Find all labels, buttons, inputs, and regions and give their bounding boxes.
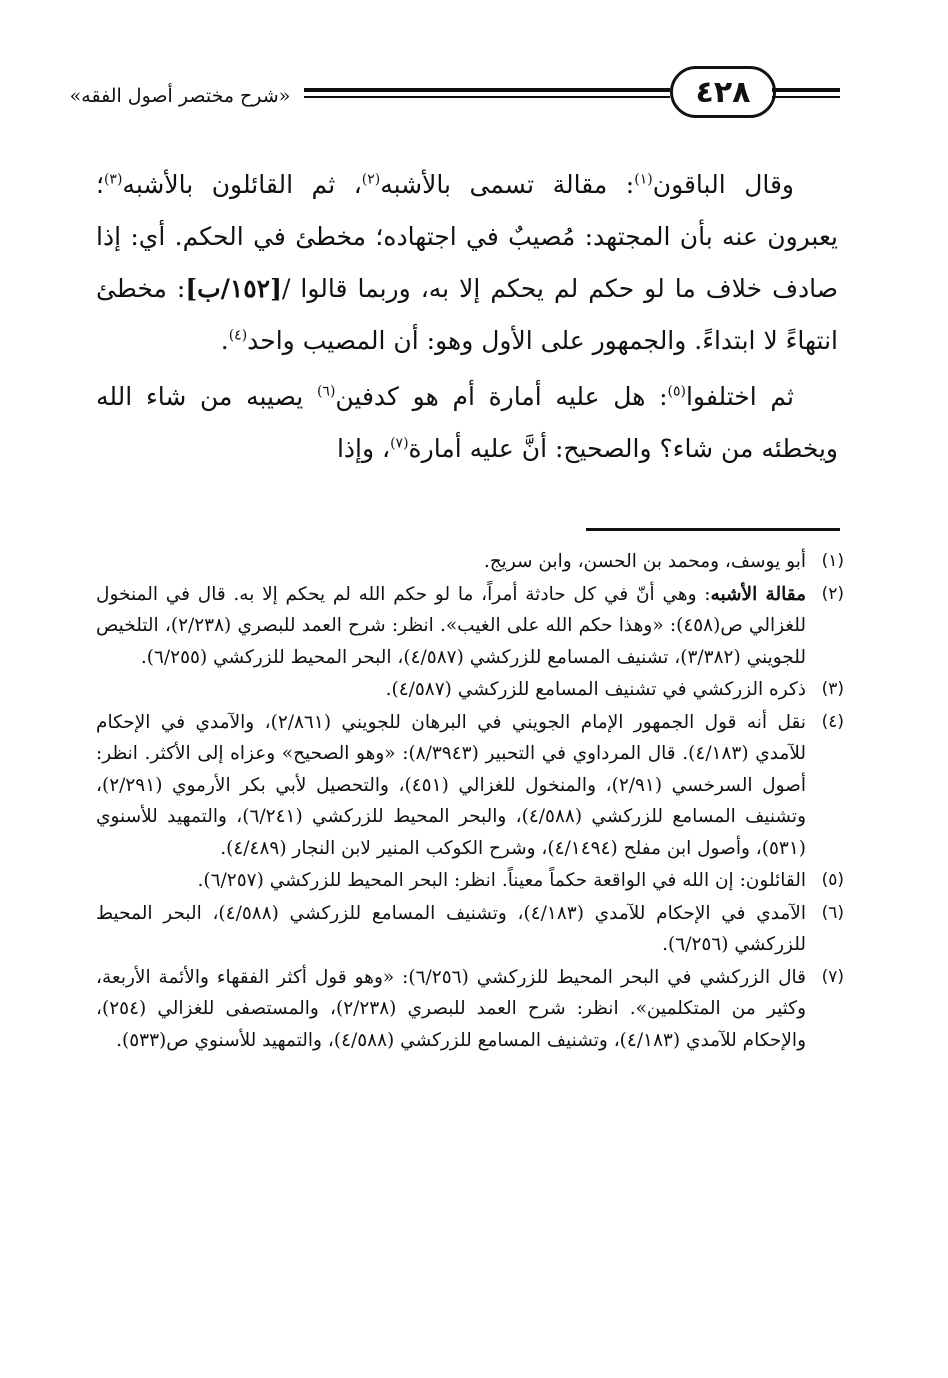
footnote-ref: (٤) bbox=[228, 327, 248, 344]
footnote-text: الآمدي في الإحكام للآمدي (٤/١٨٣)، وتشنيف المسامع للزركشي (٤/٥٨٨)، البحر المحيط للزركشي (٦/٢٥٦). bbox=[96, 902, 807, 955]
footnote-number: (٢) bbox=[821, 583, 844, 604]
footnote-text: أبو يوسف، ومحمد بن الحسن، وابن سريج. bbox=[483, 551, 806, 572]
footnote-1 bbox=[96, 546, 844, 578]
footnote-body: : وهي أنّ في كل حادثة أمراً، ما لو حكم الله لم يحكم إلا به. قال في المنخول للغزالي ص(٤٥٨): «وهذا حكم الله على الغيب». انظر: شرح العمد للبصري (٢/٢٣٨)، التلخيص للجويني (٣/٣٨٢)، تشنيف المسامع للزركشي (٤/٥٨٧)، البحر المحيط للزركشي (٦/٢٥٥). bbox=[96, 583, 806, 668]
footnote-number: (٥) bbox=[821, 870, 844, 890]
footnote-number: (٣) bbox=[821, 679, 844, 699]
footnote-text: ذكره الزركشي في تشنيف المسامع للزركشي (٤/٥٨٧). bbox=[385, 679, 806, 700]
footnote-7 bbox=[96, 962, 844, 1057]
text-run: ، ثم القائلون بالأشبه bbox=[122, 170, 362, 199]
footnote-number: (١) bbox=[821, 551, 844, 571]
header-rule-left bbox=[304, 88, 670, 92]
header-rule-right bbox=[772, 88, 840, 92]
text-run: : مخطئ انتهاءً لا ابتداءً. والجمهور على الأول وهو: أن المصيب واحد bbox=[96, 274, 838, 355]
text-run: . bbox=[220, 326, 229, 355]
text-run: : مقالة تسمى بالأشبه bbox=[380, 170, 635, 199]
footnote-ref: (٣) bbox=[103, 171, 123, 188]
text-run: يصيبه من شاء الله ويخطئه من شاء؟ والصحيح: أنَّ عليه أمارة bbox=[96, 382, 838, 463]
footnote-number: (٧) bbox=[821, 966, 844, 987]
footnote-ref: (٢) bbox=[361, 171, 381, 188]
text-run: ثم اختلفوا bbox=[685, 382, 794, 411]
footnote-6 bbox=[96, 898, 844, 961]
footnote-text: القائلون: إن الله في الواقعة حكماً معيناً. انظر: البحر المحيط للزركشي (٦/٢٥٧). bbox=[197, 870, 806, 891]
footnote-text: نقل أنه قول الجمهور الإمام الجويني في البرهان للجويني (٢/٨٦١)، والآمدي في الإحكام للآمدي (٤/١٨٣). قال المرداوي في التحبير (٨/٣٩٤٣): «وهو الصحيح» وعزاه إلى الأكثر. انظر: أصول السرخسي (٢/٩١)، والمنخول للغزالي (٤٥١)، والتحصيل لأبي بكر الأرموي (٢/٢٩١)، وتشنيف المسامع للزركشي (٤/٥٨٨)، والبحر المحيط للزركشي (٦/٢٤١)، والتمهيد للأسنوي (٥٣١)، وأصول ابن مفلح (٤/١٤٩٤)، وشرح الكوكب المنير لابن النجار (٤/٤٨٩). bbox=[96, 711, 807, 859]
footnote-term: مقالة الأشبه bbox=[710, 583, 807, 605]
paragraph-1 bbox=[96, 159, 838, 367]
main-text bbox=[96, 155, 838, 475]
footnote-number: (٦) bbox=[821, 902, 844, 923]
footnote-3 bbox=[96, 674, 844, 706]
header-rule-left-thin bbox=[304, 96, 670, 98]
footnote-5 bbox=[96, 865, 844, 897]
footnotes bbox=[96, 546, 844, 1057]
footnote-text: قال الزركشي في البحر المحيط للزركشي (٦/٢٥٦): «وهو قول أكثر الفقهاء والأئمة الأربعة، وكثير من المتكلمين». انظر: شرح العمد للبصري (٢/٢٣٨)، والمستصفى للغزالي (٢٥٤)، والإحكام للآمدي (٤/١٨٣)، وتشنيف المسامع للزركشي (٤/٥٨٨)، والتمهيد للأسنوي ص(٥٣٣). bbox=[96, 966, 807, 1051]
footnote-ref: (١) bbox=[634, 171, 653, 188]
header-rule-right-thin bbox=[772, 96, 840, 98]
footnote-ref: (٥) bbox=[667, 383, 686, 400]
page-number: ٤٢٨ bbox=[670, 66, 776, 118]
footnote-4 bbox=[96, 707, 844, 865]
running-title: «شرح مختصر أصول الفقه» bbox=[69, 85, 291, 107]
text-run: ؛ يعبرون عنه بأن المجتهد: مُصيبٌ في اجتهاده؛ مخطئ في الحكم. أي: إذا صادف خلاف ما لو حكم لم يحكم إلا به، وربما قالوا / bbox=[96, 170, 838, 303]
text-run: : هل عليه أمارة أم هو كدفين bbox=[335, 382, 668, 411]
paragraph-2 bbox=[96, 371, 838, 475]
text-run: ، وإذا bbox=[336, 434, 391, 463]
footnote-ref: (٦) bbox=[316, 383, 336, 400]
footnote-separator bbox=[586, 528, 840, 531]
footnote-text bbox=[96, 579, 806, 674]
footnote-number: (٤) bbox=[821, 711, 844, 732]
footnote-2 bbox=[96, 579, 844, 674]
text-run: وقال الباقون bbox=[652, 170, 794, 199]
footnote-ref: (٧) bbox=[390, 435, 409, 452]
folio-marker: [١٥٢/ب] bbox=[185, 274, 282, 303]
